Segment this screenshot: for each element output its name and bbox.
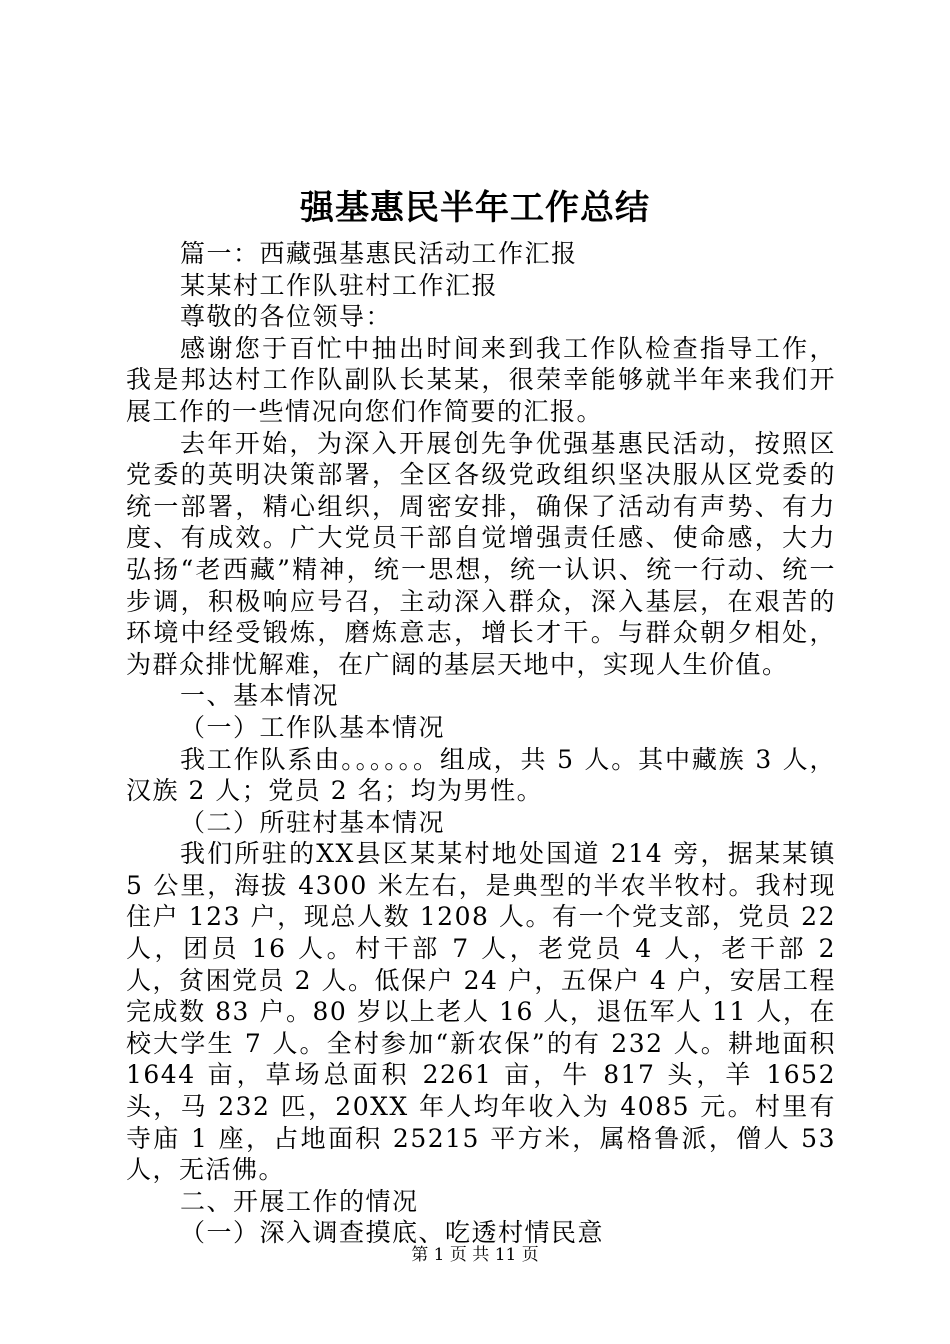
document-title: 强基惠民半年工作总结 <box>300 188 650 228</box>
document-body <box>126 238 836 1249</box>
report-title: 某某村工作队驻村工作汇报 <box>180 270 499 300</box>
salutation: 尊敬的各位领导： <box>180 302 393 332</box>
body-paragraph: 我工作队系由。。。。。。组成，共 5 人。其中藏族 3 人，汉族 2 人；党员 2 名；均为男性。 <box>126 744 836 806</box>
subsection-heading: （一）工作队基本情况 <box>180 712 446 742</box>
subsection-heading: （一）深入调查摸底、吃透村情民意 <box>180 1218 605 1248</box>
body-paragraph: 我们所驻的XX县区某某村地处国道 214 旁，据某某镇 5 公里，海拔 4300 米左右，是典型的半农半牧村。我村现住户 123 户，现总人数 1208 人。有一个党支部，党员 22 人，团员 16 人。村干部 7 人，老党员 4 人，老干部 2 人，贫困党员 2 人。低保户 24 户，五保户 4 户，安居工程完成数 83 户。80 岁以上老人 16 人，退伍军人 11 人，在校大学生 7 人。全村参加“新农保”的有 232 人。耕地面积 1644 亩，草场总面积 2261 亩，牛 817 头，羊 1652 头，马 232 匹，20XX 年人均年收入为 4085 元。村里有寺庙 1 座，占地面积 25215 平方米，属格鲁派，僧人 53 人，无活佛。 <box>126 839 836 1185</box>
section-heading: 一、基本情况 <box>180 681 340 711</box>
body-paragraph: 去年开始，为深入开展创先争优强基惠民活动，按照区党委的英明决策部署，全区各级党政组织坚决服从区党委的统一部署，精心组织，周密安排，确保了活动有声势、有力度、有成效。广大党员干部自觉增强责任感、使命感，大力弘扬“老西藏”精神，统一思想，统一认识、统一行动、统一步调，积极响应号召，主动深入群众，深入基层，在艰苦的环境中经受锻炼，磨炼意志，增长才干。与群众朝夕相处，为群众排忧解难，在广阔的基层天地中，实现人生价值。 <box>126 428 836 679</box>
section-heading: 二、开展工作的情况 <box>180 1186 419 1216</box>
page-footer: 第 1 页 共 11 页 <box>411 1245 539 1265</box>
body-paragraph: 感谢您于百忙中抽出时间来到我工作队检查指导工作，我是邦达村工作队副队长某某，很荣幸能够就半年来我们开展工作的一些情况向您们作简要的汇报。 <box>126 333 836 426</box>
subsection-heading: （二）所驻村基本情况 <box>180 807 446 837</box>
section-heading: 篇一：西藏强基惠民活动工作汇报 <box>180 239 578 268</box>
